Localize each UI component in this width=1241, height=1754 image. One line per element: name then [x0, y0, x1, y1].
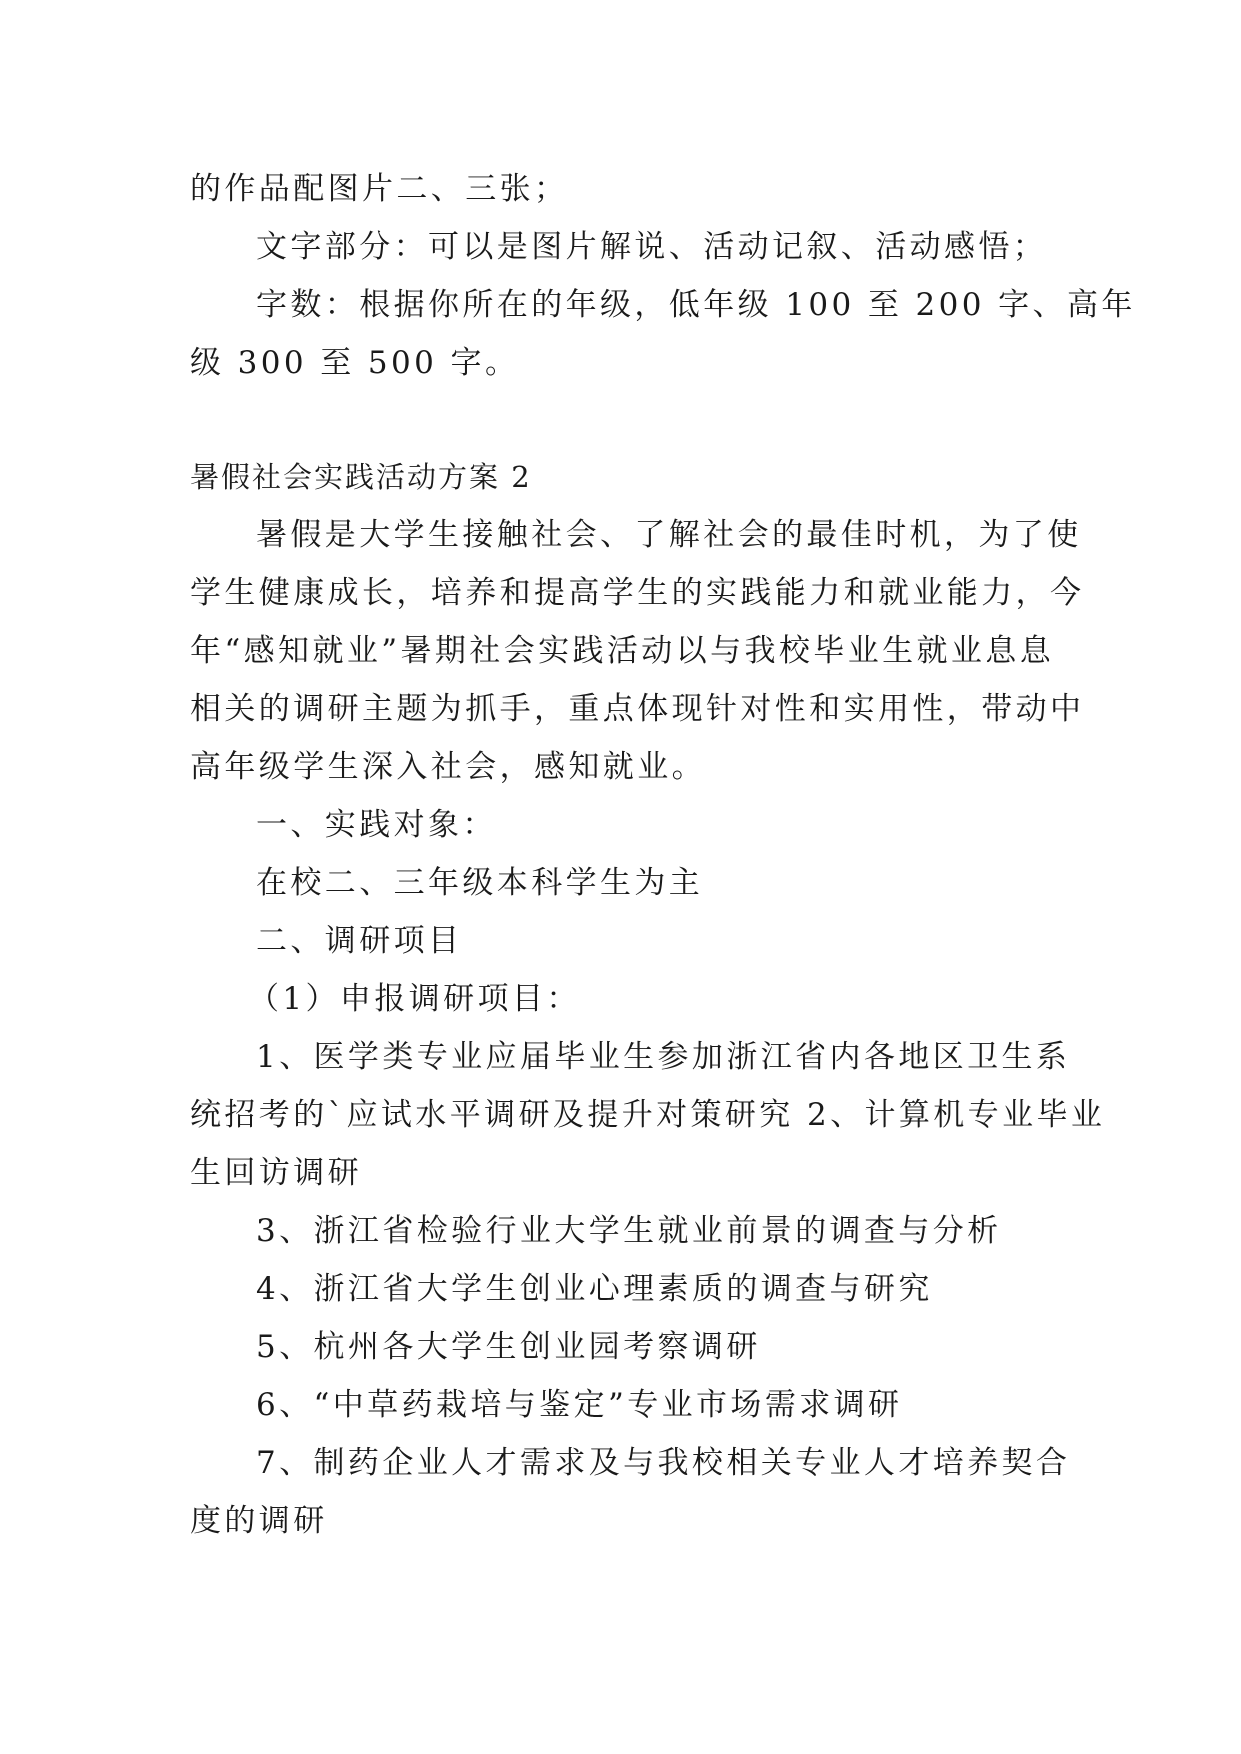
list-item-continuation: 统招考的`应试水平调研及提升对策研究 2、计算机专业毕业 [190, 1097, 1106, 1133]
paragraph-line: 相关的调研主题为抓手，重点体现针对性和实用性，带动中 [190, 691, 1085, 727]
document-body [190, 160, 1136, 1550]
heading-research-projects: 二、调研项目 [256, 923, 463, 959]
list-item: 4、浙江省大学生创业心理素质的调查与研究 [256, 1271, 933, 1307]
sub-heading: （1）申报调研项目： [248, 981, 581, 1017]
paragraph-line: 年“感知就业”暑期社会实践活动以与我校毕业生就业息息 [190, 633, 1055, 669]
paragraph-line: 在校二、三年级本科学生为主 [256, 865, 704, 901]
list-item: 5、杭州各大学生创业园考察调研 [256, 1329, 761, 1365]
paragraph-line: 高年级学生深入社会，感知就业。 [190, 749, 706, 785]
list-item-continuation: 生回访调研 [190, 1155, 362, 1191]
list-item: 1、医学类专业应届毕业生参加浙江省内各地区卫生系 [256, 1039, 1071, 1075]
paragraph-line: 暑假是大学生接触社会、了解社会的最佳时机，为了使 [256, 517, 1082, 553]
list-item: 3、浙江省检验行业大学生就业前景的调查与分析 [256, 1213, 1002, 1249]
list-item: 6、“中草药栽培与鉴定”专业市场需求调研 [256, 1387, 903, 1423]
paragraph-line: 的作品配图片二、三张； [190, 171, 569, 207]
heading-practice-target: 一、实践对象： [256, 807, 497, 843]
list-item-continuation: 度的调研 [190, 1503, 328, 1539]
section-title: 暑假社会实践活动方案 2 [190, 460, 532, 494]
paragraph-line: 学生健康成长，培养和提高学生的实践能力和就业能力，今 [190, 575, 1085, 611]
paragraph-line: 字数：根据你所在的年级，低年级 100 至 200 字、高年 [256, 287, 1136, 323]
paragraph-line: 级 300 至 500 字。 [190, 345, 520, 381]
list-item: 7、制药企业人才需求及与我校相关专业人才培养契合 [256, 1445, 1071, 1481]
paragraph-line: 文字部分：可以是图片解说、活动记叙、活动感悟； [256, 229, 1048, 265]
